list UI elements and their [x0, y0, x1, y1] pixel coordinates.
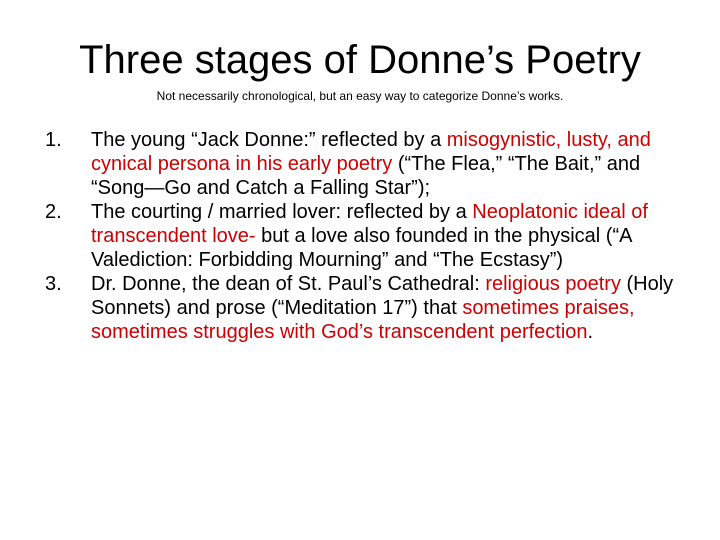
slide-title: Three stages of Donne’s Poetry — [79, 38, 641, 82]
list-item-2 — [37, 200, 677, 272]
text-segment: . — [587, 321, 594, 343]
text-segment: (“The Flea,” “The Bait,” and “Song—Go and Catch a Falling Star”); — [91, 153, 641, 199]
text-segment: The young “Jack Donne:” reflected by a — [91, 129, 447, 151]
highlight-segment: Neoplatonic ideal of transcendent love- — [91, 201, 648, 247]
slide-subtitle: Not necessarily chronological, but an easy way to categorize Donne’s works. — [156, 89, 564, 103]
list-item-3 — [37, 272, 677, 344]
text-segment: but a love also founded in the physical (“A Valediction: Forbidding Mourning” and “The Ecstasy”) — [91, 225, 632, 271]
list-number: 1. — [45, 129, 62, 151]
list-item-1 — [37, 128, 677, 200]
highlight-segment: misogynistic, lusty, and cynical persona in his early poetry — [91, 129, 651, 175]
highlight-segment: sometimes praises, sometimes struggles with God’s transcendent perfection — [91, 297, 635, 343]
text-segment: The courting / married lover: reflected by a — [91, 201, 473, 223]
list-number: 3. — [45, 273, 62, 295]
text-segment: (Holy Sonnets) and prose (“Meditation 17”) that — [91, 273, 674, 319]
stages-list — [37, 128, 677, 344]
list-number: 2. — [45, 201, 62, 223]
text-segment: Dr. Donne, the dean of St. Paul’s Cathedral: — [91, 273, 486, 295]
highlight-segment: religious poetry — [485, 273, 621, 295]
